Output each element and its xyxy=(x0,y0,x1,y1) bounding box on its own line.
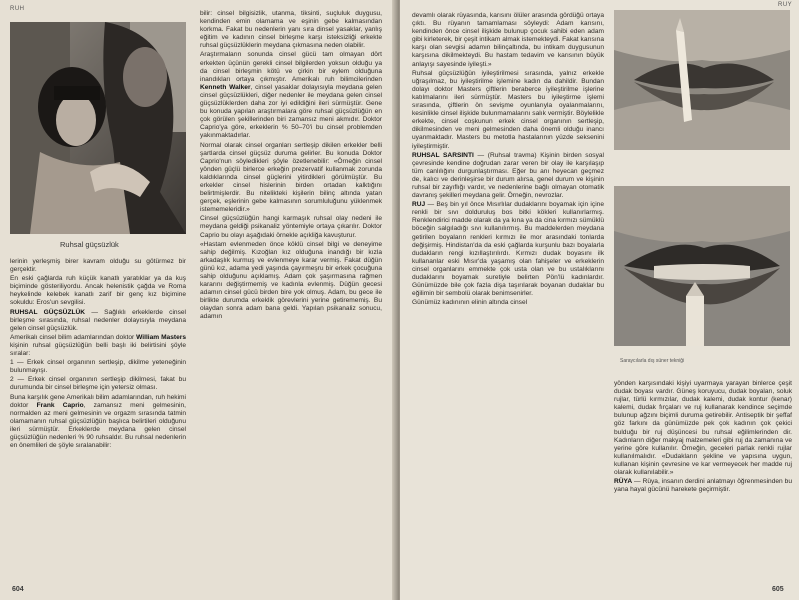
text-paragraph xyxy=(10,334,186,358)
name-frank-caprio: Frank Caprio xyxy=(36,401,84,409)
entry-title: RUHSAL SARSINTI xyxy=(412,151,474,159)
text-paragraph: Cinsel güçsüzlüğün hangi karmaşık ruhsal olay nedeni ile meydana geldiği psikanaliz yöntemiyle ortaya çıkarılır. Doktor Caprio bu olayı aşağıdaki örnekle açıkliğa kavuşturur. xyxy=(200,215,382,239)
name-william-masters: William Masters xyxy=(136,333,186,341)
text-span: , cinsel yasaklar dolayısıyla meydana gelen cinsel güçsüzlükleri, diğer nedenler ile meydana gelen cinsel güçsüzlüklerden daha zor iyi edildiğini ileri sürmüştür. Gene bu konuda yapılan araştırmalara göre ruhsal güçsüzlüğün en çok görülen şekillerinden biri zamansız meni akmıdır. Doktor Caprio'ya göre, erkeklerin % 50–70'i bu cinsel problemden yakınmaktadırlar. xyxy=(200,83,382,140)
left-column-1 xyxy=(10,258,186,588)
text-paragraph: bilir: cinsel bilgisizlik, utanma, tiksinti, suçluluk duygusu, kendinden emin olamama ve eşinin gebe kalmasından korkma. Fakat bu nedenlerin yanı sıra dinsel yasaklar, yanlış eğitim ve kadının cinsel birleşme karşı isteksizliği erkekte ruhsal güçsüzlüklerin meydana çıkmasına neden olabilir. xyxy=(200,10,382,50)
entry-text: — (Ruhsal travma) Kişinin birden sosyal çevresinde kendine doğrudan zarar veren bir olay ile karşılaşıp tüm canlılığını durgunlaştırması. Eğer bu anı heyecan geçmez de, kalıcı ve derinleşirse bir durum alırsa, genel durum ve kişinin ruhsal bir zayıflığı vardır, ve nedenlerine bağlı olmayan otomatik davranış şekilleri meydana gelir. Örneğin, nevrozlar. xyxy=(412,151,604,200)
text-span: Araştırmaların sonunda cinsel gücü tam olmayan dört erkekten üçünün gerekli cinsel bilgilerden yoksun olduğu ya da cinsel birleşmin kötü ve çirkin bir eylem olduğuna inandıkları ortaya çıkmıştır. Amerikalı ruh bilimcilerinden xyxy=(200,51,382,83)
text-paragraph: devamlı olarak rüyasında, karısını ölüler arasında gördüğü ortaya çıktı. Bu rüyanın tamamlaması söyleydi: Adam karısını, kendinden önce cinsel ilişkide bulunup çocuk sahibi eden adam gibi kirleterek, bir çeşit intikam almak istemekteydi. Fakat karısına karşı olan sevgisi adamın bilinçaltında, bu intikam duygusunun karşısına dikilmekteydi. Bu hastam tedavim ve karısının büyük anlayışı sayesinde iyileşti.» xyxy=(412,12,604,68)
left-page xyxy=(0,0,396,600)
text-span: , zamansız meni gelmesinin, normalden az meni gelmesinin ve orgazm sırasında tatmin olamamanın ruhsal güçsüzlüğün başlıca belirtileri olduğunu ileri sürmüştür. Erkeklerde meydana gelen cinsel güçsüzlüğün nedenleri % 90 ruhsaldır. Bu ruhsal nedenlerin en önemlileri de şöyle sıralanabilir: xyxy=(10,401,186,450)
text-paragraph: Günümüz kadınının elinin altında cinsel xyxy=(412,299,528,307)
entry-title: RUHSAL GÜÇSÜZLÜK xyxy=(10,308,86,316)
text-paragraph: Ruhsal güçsüzlüğün iyileştirilmesi sırasında, yalnız erkekle uğraşılmaz, bu iyileştirilme işlemine kadın da dahildir. Bundan dolayı doktor Masters çiftlerin beraberce iyileştirilme işlerine katılmalarını ileri sürmüştür. Masters bu iyileştirme işlemi sırasında, çiftlerin ön sevişme oyunlarıyla oyalanmalarını, kesinlikle cinsel ilişkide bulunmamalarını salık vermiştir. Böylelikle erkekte, cinsel coşkunun erkek cinsel organının sertleşip, dikilmesinden ve meni gelmesinden daha önemli olduğu inancı uyanmaktadır. Masters bu metotla hastalarının yüzde seksenini iyileştirmiştir. xyxy=(412,69,604,150)
text-paragraph: «Hastam evlenmeden önce köklü cinsel bilgi ve deneyime sahip değilmiş. Kızoğlan kız olduğuna inandığı bir kızla arkadaşlık kurmuş ve evlenmeye karar vermiş. Fakat düğün günü kız, adama yedi yaşında çayırmeşru bir erkek çocuğuna sahip olduğunu açıklamış. Adam çok şaşırmasına rağmen kararını değiştirmemiş ve kadınla evlenmiş. Düğün gecesi adamın cinsel gücü birden bire yok olmuş. Adam, bu gece ile birlikte durumda erkeklik görevlerini yerine getirememiş. Bu olaydan sonra adam bana geldi. Yapılan psikanaliz sonucu, adamın xyxy=(200,240,382,321)
lips-pencil-image xyxy=(614,186,790,346)
text-paragraph: lerinin yerleşmiş birer kavram olduğu su götürmez bir gerçektir. xyxy=(10,258,186,274)
right-page xyxy=(400,0,799,600)
lips-lipbrush-photo xyxy=(614,10,790,150)
entry-ruhsal-guccsuzluk xyxy=(10,309,186,333)
left-photo-caption: Ruhsal güçsüzlük xyxy=(60,240,119,249)
lips-lipbrush-image xyxy=(614,10,790,150)
entry-ruya xyxy=(614,478,792,494)
entry-ruj xyxy=(412,201,604,298)
text-paragraph xyxy=(200,51,382,140)
text-paragraph: Normal olarak cinsel organları sertleşip dikilen erkekler belli şartlarda cinsel güçsüz duruma gelirler. Bu konuda Doktor Caprio'nun söyledikleri şöyle özetlenebilir: «Örneğin cinsel yönden güçlü birlerce erkeğin prezervatif kullanmak zorunda kaldıklarında cinsel güçlerini yitirdikleri görülmüştür. Bu erkekler cinsel hislerinin birden ortadan kalktığını belirtmişlerdir. Bu nitelikteki kişilerin bilinç altında yatan gerçek, eşlerinin gebe kalmasının sorumluluğunu yüklenmek istememeleridir.» xyxy=(200,141,382,214)
left-page-number: 604 xyxy=(12,586,24,593)
list-item: 1 — Erkek cinsel organının sertleşip, dikilme yeteneğinin bulunmayışı. xyxy=(10,359,186,375)
right-column-1 xyxy=(412,12,604,584)
text-span: Buna karşılık gene Amerikalı bilim adamlarından, ruh hekimi doktor xyxy=(10,393,186,409)
right-column-2 xyxy=(614,380,792,586)
right-photo-caption: Saraycılarla dış süner tekniği xyxy=(620,358,685,364)
lips-pencil-photo xyxy=(614,186,790,346)
name-kenneth-walker: Kenneth Walker xyxy=(200,83,251,91)
text-paragraph: yönden karşısındaki kişiyi uyarmaya yarayan binlerce çeşit dudak boyası vardır. Güneş koruyucu, dudak boyaları, soluk rujlar, türlü kırmızılar, dudak kalemi, dudak kontur (kenar) kalemi, dudak fırçaları ve ruj kullanarak kendince seçimde bulunup ağzını biçimli duruma getirebilir. Antiseptik bir şeffaf göz farkını da günümüzde pek çok kadının çok çekici bulduğu bir ruj düşüncesi bu ruhsal eğilimlerinden dir. Kadınların diğer makyaj malzemeleri gibi ruj da zamanına ve yerine göre kullanılır. Örneğin, geceleri parlak renkli rujlar kullanılmalıdır. «Dudakların şekline ve yapısına uygun, kullanan kişinin çevresine ve kar vermeyecek her madde ruj olarak kullanılabilir.» xyxy=(614,380,792,477)
entry-text: — Sağlıklı erkeklerde cinsel birleşme sırasında, ruhsal nedenler dolayısıyla meydana gelen cinsel güçsüzlük. xyxy=(10,308,186,332)
entry-text: — Rüya, insanın derdini anlatmayı öğrenmesinden bu yana hayal gücünü harekete geçirmiştir. xyxy=(614,478,792,494)
entry-ruhsal-sarsinti xyxy=(412,152,604,201)
left-column-2 xyxy=(200,10,382,588)
entry-title: RUJ xyxy=(412,201,426,209)
entry-text: — Beş bin yıl önce Mısırlılar dudaklarını boyamak için içine renkli bir sıvı dolduruluş bos bitki kökleri kullanırlarmış. Renklendirici madde olarak da ya kına ya da cina kırmızı sümüklü böceğin salgıladığı sıvı kullanılırmış. Bu maddelerden meydana getirilen boyaların renkleri kırmızı ile mor arasındaki tonlarda değişirmiş. Hindistan'da da eski çağlarda kurşunlu bazı boyalarla dudakların rengi kızıllaştırılırdı. Kırmızı dudak boyasını ilk kullananlar eski Mısır'da yaşamış olan fahişeler ve erkeklerin cinsel organlarını emmekte çok usta olan ve bu ustalıklarını dudaklarını boyamak suretiyle belirten Pön'lü kadınlardır. Günümüzde bile çok fazla dişa taşırılarak boyanan dudaklar bu eğilimin bir sembolü olarak benimsenirler. xyxy=(412,201,604,298)
text-paragraph xyxy=(10,394,186,451)
couple-photo-image xyxy=(10,22,186,234)
text-span: kişinin ruhsal güçsüzlüğün belli başlı iki belirtisini şöyle sıralar: xyxy=(10,341,186,358)
text-span: Amerikalı cinsel bilim adamlarından doktor xyxy=(10,333,135,341)
right-running-header: RUY xyxy=(778,2,793,8)
couple-photo xyxy=(10,22,186,234)
entry-title: RÜYA xyxy=(614,478,633,486)
text-paragraph: En eski çağlarda ruh küçük kanatlı yaratıklar ya da kuş biçiminde gösteriliyordu. Ancak helenistik çağda ve Roma heykelinde kelebek kanatlı zarif bir genç kız biçimine sokuldu: Eros'un sevgilisi. xyxy=(10,275,186,307)
list-item: 2 — Erkek cinsel organının sertleşip dikilmesi, fakat bu durumunda bir cinsel birleşme için yetersiz olması. xyxy=(10,376,186,392)
left-running-header: RUH xyxy=(10,6,25,12)
right-page-number: 605 xyxy=(772,586,784,593)
